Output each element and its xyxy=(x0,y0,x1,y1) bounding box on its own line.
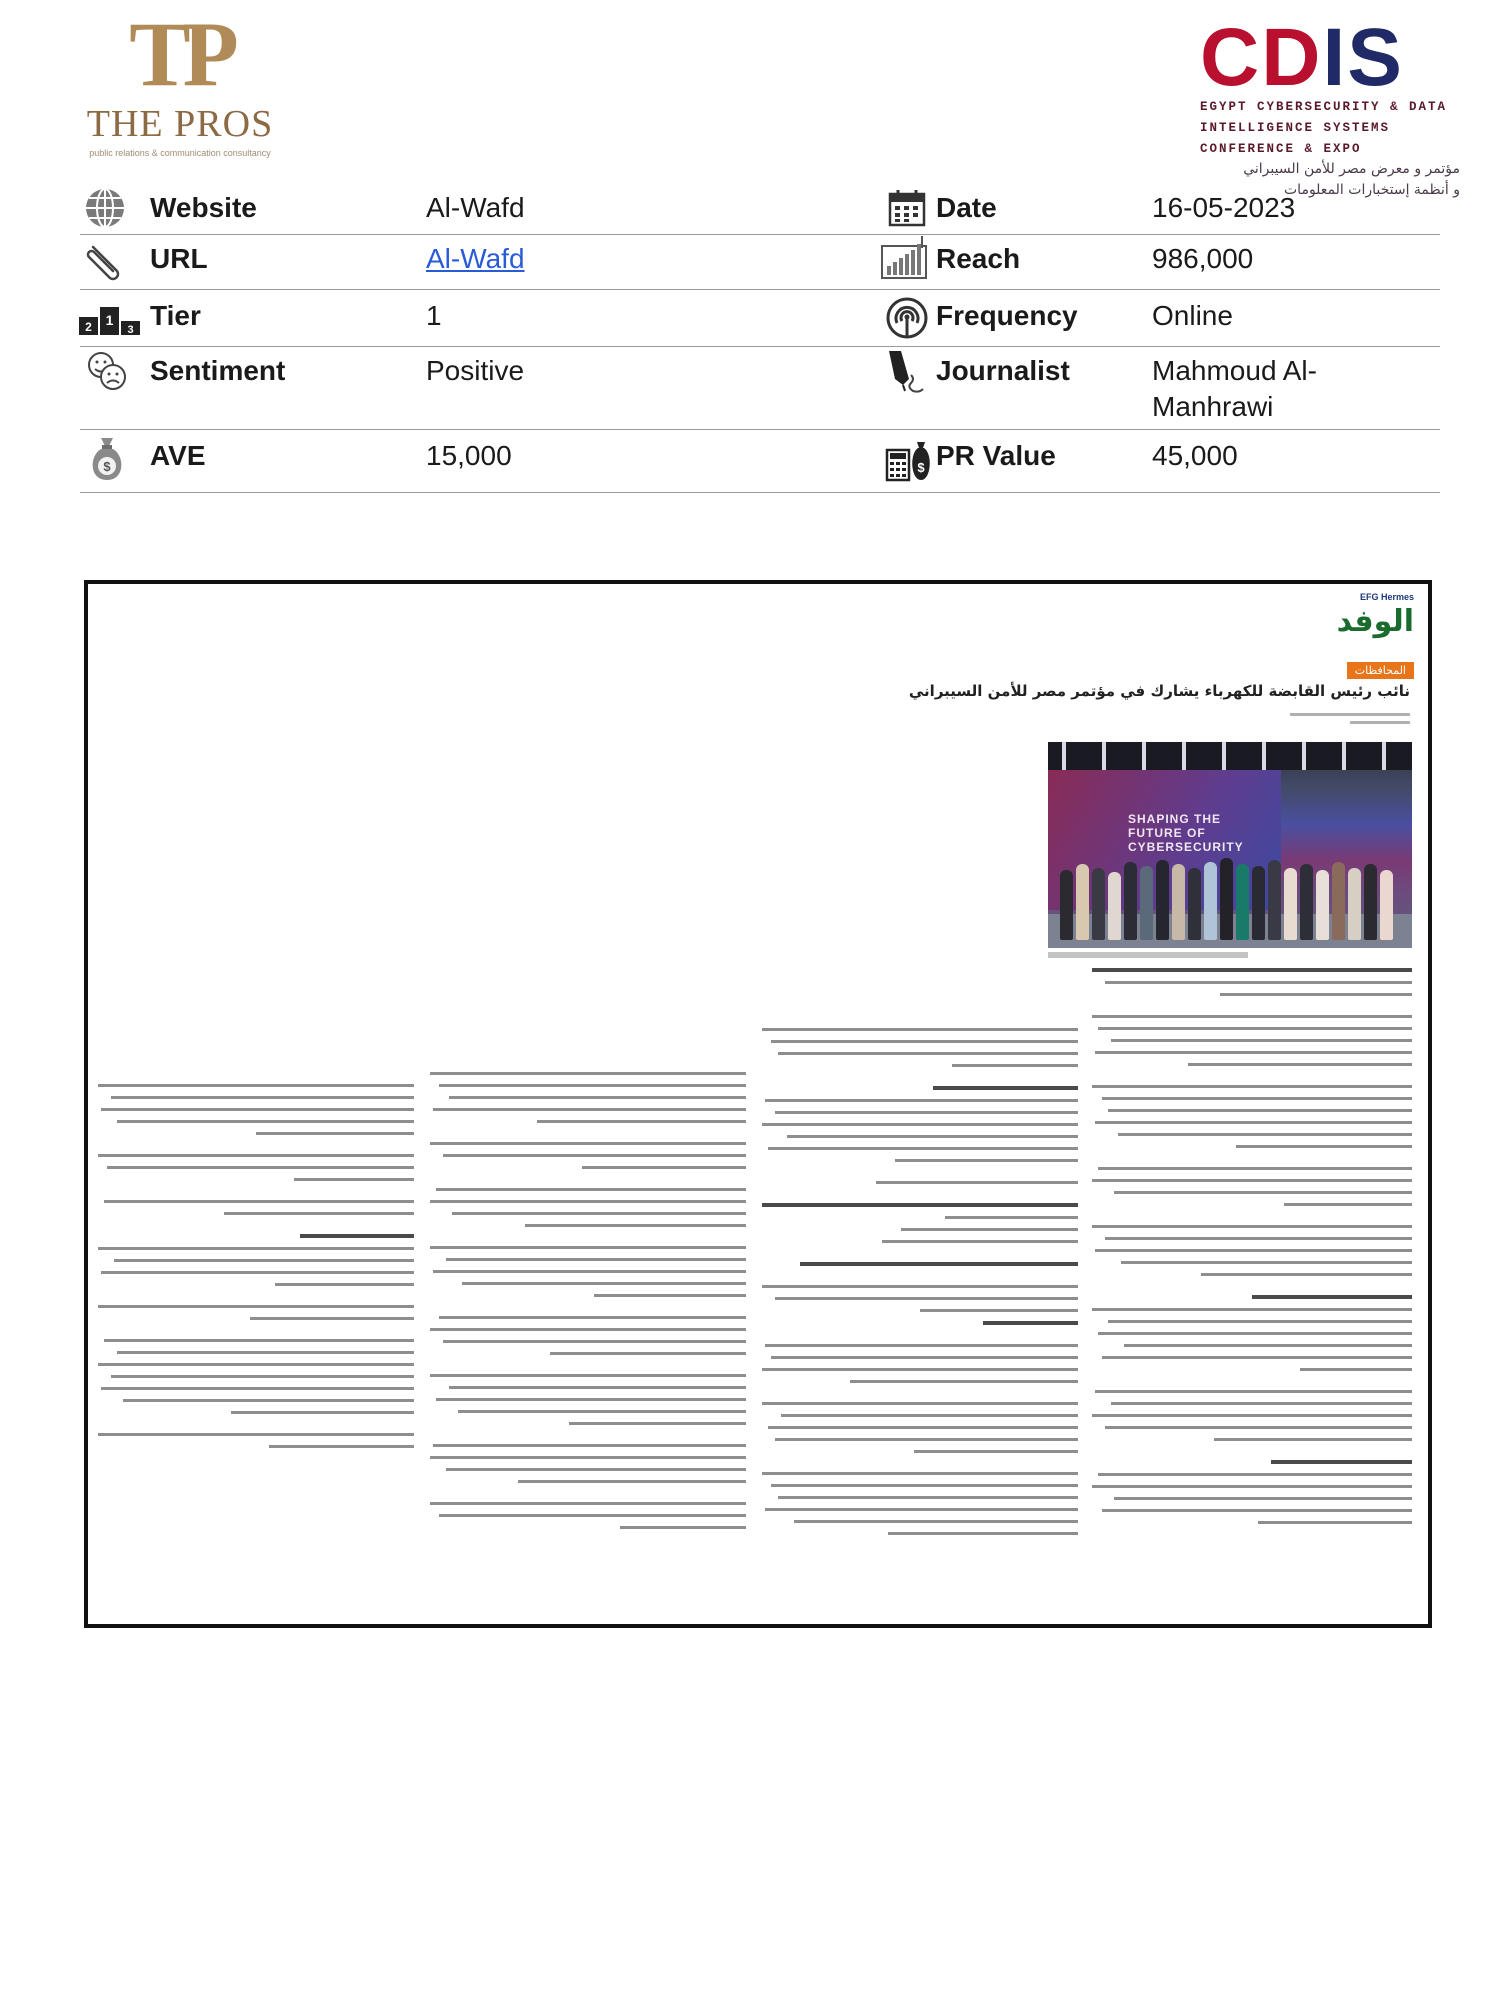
cdis-arabic-1: مؤتمر و معرض مصر للأمن السيبراني xyxy=(1243,161,1460,177)
the-pros-monogram: TP xyxy=(129,3,231,105)
svg-text:3: 3 xyxy=(127,324,134,336)
date-label: Date xyxy=(936,192,997,223)
article-column-1 xyxy=(1092,968,1412,1533)
row-sentiment xyxy=(80,347,1440,430)
cdis-logo xyxy=(1200,12,1460,198)
article-clipping xyxy=(84,580,1432,1628)
url-link[interactable]: Al-Wafd xyxy=(426,243,525,274)
reach-value: 986,000 xyxy=(1152,243,1254,274)
svg-text:1: 1 xyxy=(105,312,114,328)
ave-value: 15,000 xyxy=(426,440,512,471)
article-column-3 xyxy=(430,1072,746,1538)
newspaper-masthead xyxy=(1274,592,1414,662)
date-value: 16-05-2023 xyxy=(1152,192,1296,223)
cdis-wordmark: CDIS xyxy=(1200,12,1404,103)
row-ave xyxy=(80,430,1440,493)
article-headline: نائب رئيس القابضة للكهرباء يشارك في مؤتمر مصر للأمن السيبراني xyxy=(908,682,1410,700)
prvalue-value: 45,000 xyxy=(1152,440,1238,471)
cdis-subtitle-3: CONFERENCE & EXPO xyxy=(1200,142,1362,156)
bar-chart-icon xyxy=(880,237,930,281)
tier-label: Tier xyxy=(150,300,201,331)
photo-caption xyxy=(1048,952,1248,958)
cdis-subtitle-1: EGYPT CYBERSECURITY & DATA xyxy=(1200,100,1448,114)
url-label: URL xyxy=(150,243,208,274)
ave-label: AVE xyxy=(150,440,206,471)
paperclip-icon xyxy=(80,239,130,283)
sentiment-value: Positive xyxy=(426,355,525,386)
the-pros-name: THE PROS xyxy=(86,103,274,145)
section-tag: المحافظات xyxy=(1347,662,1414,679)
globe-icon xyxy=(80,186,130,230)
faces-icon xyxy=(82,349,132,393)
svg-text:$: $ xyxy=(917,460,925,475)
reach-label: Reach xyxy=(936,243,1021,274)
prvalue-label: PR Value xyxy=(936,440,1056,471)
media-report-table xyxy=(80,186,1440,493)
the-pros-logo xyxy=(60,3,300,178)
the-pros-tagline: public relations & communication consultancy xyxy=(89,148,271,158)
newspaper-name: الوفد xyxy=(1336,604,1414,639)
article-photo xyxy=(1048,742,1412,948)
article-column-4 xyxy=(98,1084,414,1457)
article-byline xyxy=(1190,708,1410,736)
cdis-arabic-2: و أنظمة إستخبارات المعلومات xyxy=(1284,182,1460,198)
svg-text:$: $ xyxy=(103,459,111,474)
frequency-value: Online xyxy=(1152,300,1233,331)
podium-icon xyxy=(78,298,142,342)
article-column-2 xyxy=(762,1028,1078,1544)
sponsor-logo: EFG Hermes xyxy=(1359,592,1414,602)
sentiment-label: Sentiment xyxy=(150,355,286,386)
row-website xyxy=(80,186,1440,235)
row-tier xyxy=(80,290,1440,347)
row-url xyxy=(80,235,1440,290)
website-value: Al-Wafd xyxy=(426,192,525,223)
journalist-value: Mahmoud Al- Manhrawi xyxy=(1152,355,1317,422)
cdis-subtitle-2: INTELLIGENCE SYSTEMS xyxy=(1200,121,1391,135)
calculator-money-icon xyxy=(884,438,934,482)
tier-value: 1 xyxy=(426,300,442,331)
broadcast-icon xyxy=(882,296,932,340)
money-bag-icon xyxy=(82,436,132,480)
frequency-label: Frequency xyxy=(936,300,1078,331)
journalist-label: Journalist xyxy=(936,355,1070,386)
website-label: Website xyxy=(150,192,257,223)
calendar-icon xyxy=(882,186,932,230)
photo-slogan: SHAPING THE FUTURE OF CYBERSECURITY xyxy=(1128,812,1244,854)
svg-text:2: 2 xyxy=(85,320,92,334)
pen-writing-icon xyxy=(880,349,930,393)
